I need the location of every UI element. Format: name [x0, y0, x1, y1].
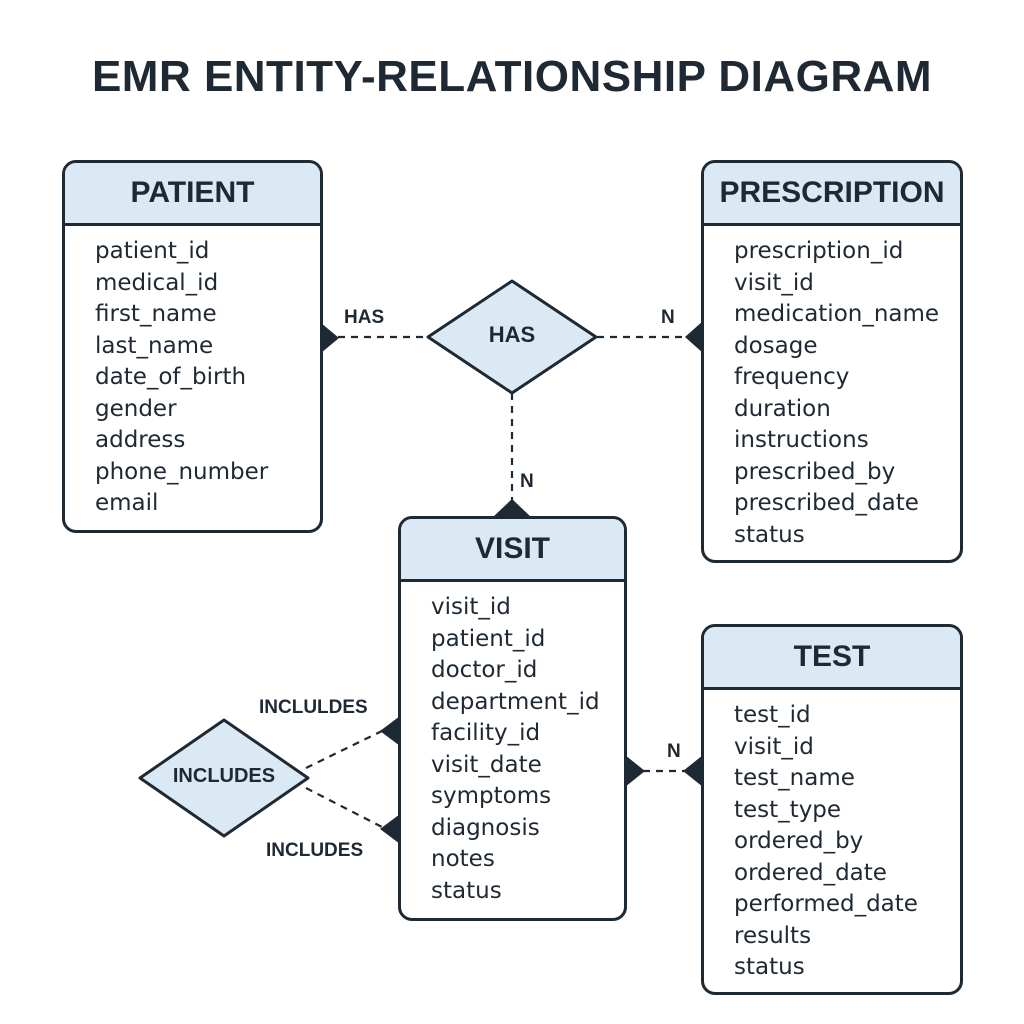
attribute: gender [95, 395, 177, 422]
attribute: test_id [734, 702, 811, 728]
visit-top-connector-marker [493, 499, 531, 517]
attribute: department_id [431, 688, 600, 715]
entity-visit-attributes [401, 582, 624, 907]
attribute: medical_id [95, 269, 219, 296]
entity-prescription[interactable] [701, 160, 963, 563]
attribute: email [95, 490, 159, 516]
attribute: visit_date [431, 751, 542, 778]
attribute: prescription_id [734, 238, 904, 264]
attribute: first_name [95, 301, 217, 327]
connector-includes-visit-lower [306, 788, 384, 828]
attribute: last_name [95, 332, 214, 359]
visit-left-lower-marker [380, 814, 400, 844]
attribute: performed_date [734, 891, 918, 917]
attribute: status [734, 521, 805, 548]
includes-upper-label: INCLULDES [259, 697, 368, 718]
relationship-includes-label: INCLUDES [172, 765, 276, 787]
attribute: status [431, 877, 502, 904]
attribute: ordered_by [734, 828, 864, 854]
connector-includes-visit-upper [306, 730, 384, 768]
attribute: status [734, 954, 805, 980]
entity-prescription-title: PRESCRIPTION [704, 163, 960, 226]
attribute: frequency [734, 364, 850, 390]
attribute: ordered_date [734, 859, 887, 886]
attribute: medication_name [734, 301, 940, 327]
relationship-has-label: HAS [488, 322, 536, 347]
attribute: symptoms [431, 783, 552, 809]
test-connector-marker [683, 755, 703, 787]
attribute: visit_id [734, 733, 814, 760]
attribute: visit_id [734, 269, 814, 296]
attribute: facility_id [431, 720, 541, 746]
attribute: doctor_id [431, 657, 538, 683]
attribute: test_name [734, 765, 855, 791]
attribute: results [734, 922, 812, 949]
attribute: duration [734, 395, 831, 422]
attribute: phone_number [95, 458, 269, 485]
attribute: visit_id [431, 594, 511, 620]
visit-left-upper-marker [380, 716, 400, 746]
entity-test-attributes [704, 690, 960, 984]
entity-visit[interactable] [398, 516, 627, 921]
test-cardinality-label: N [667, 741, 681, 762]
includes-lower-label: INCLUDES [266, 840, 364, 861]
visit-right-connector-marker [625, 755, 645, 787]
entity-prescription-attributes [704, 226, 960, 551]
patient-connector-marker [321, 323, 339, 353]
attribute: test_type [734, 796, 842, 823]
entity-test-title: TEST [704, 627, 960, 690]
diagram-title: EMR ENTITY-RELATIONSHIP DIAGRAM [91, 52, 933, 101]
visit-cardinality-label: N [520, 471, 534, 492]
attribute: prescribed_date [734, 490, 919, 516]
attribute: diagnosis [431, 814, 540, 841]
attribute: date_of_birth [95, 364, 247, 390]
attribute: patient_id [95, 238, 210, 264]
entity-test[interactable] [701, 624, 963, 995]
entity-patient[interactable] [62, 160, 323, 533]
entity-patient-title: PATIENT [65, 163, 320, 226]
prescription-cardinality-label: N [661, 307, 675, 328]
attribute: notes [431, 846, 495, 872]
attribute: prescribed_by [734, 458, 896, 485]
entity-visit-title: VISIT [401, 519, 624, 582]
attribute: dosage [734, 332, 818, 359]
entity-patient-attributes [65, 226, 320, 520]
attribute: instructions [734, 427, 869, 453]
attribute: address [95, 427, 186, 453]
attribute: patient_id [431, 625, 546, 652]
patient-has-label: HAS [344, 307, 385, 328]
